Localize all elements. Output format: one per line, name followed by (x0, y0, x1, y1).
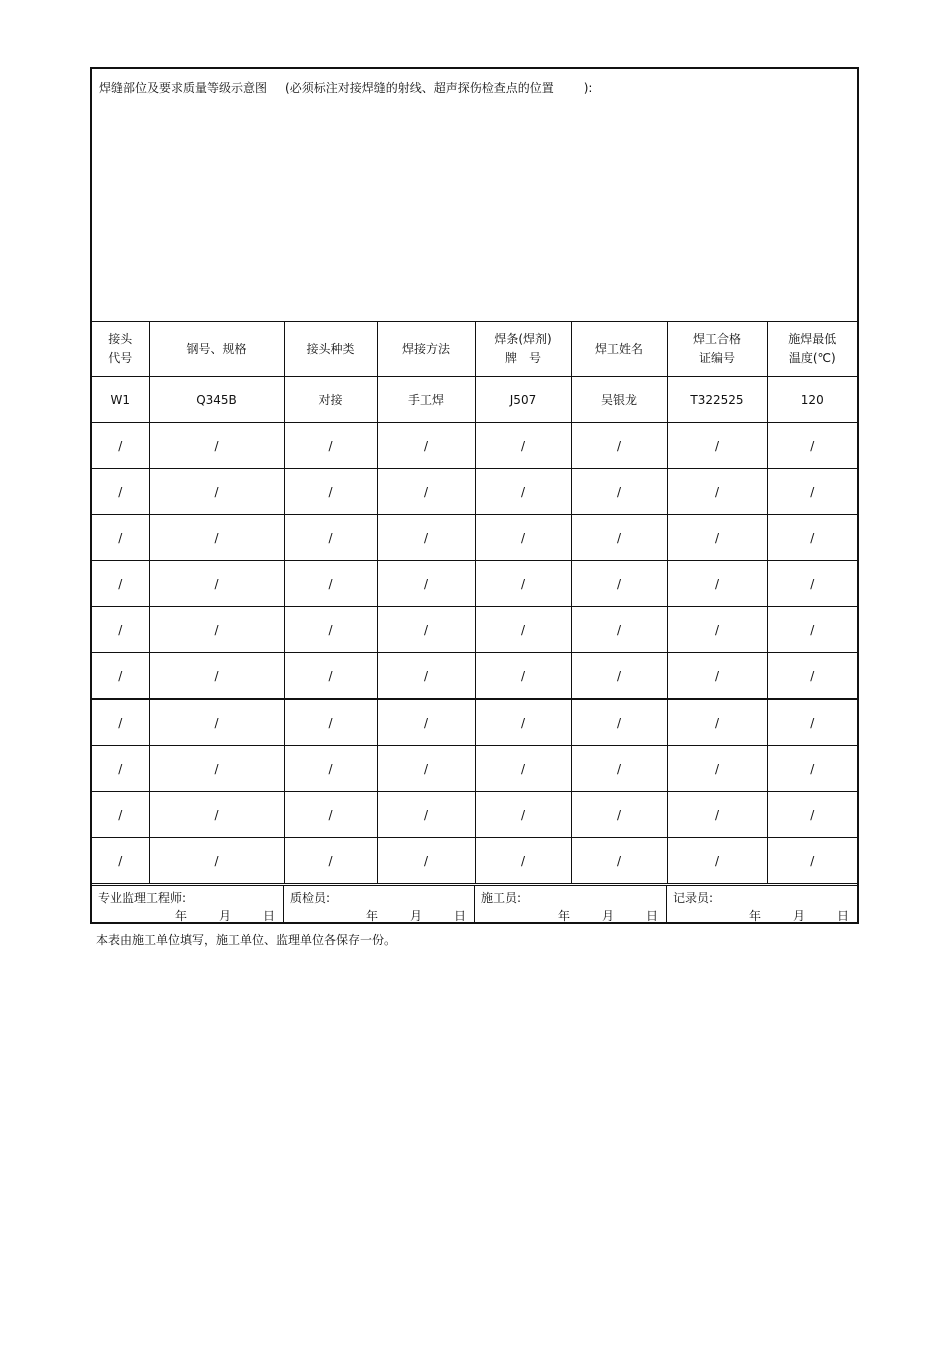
signature-cell (284, 886, 475, 923)
signature-label: 专业监理工程师: (98, 891, 187, 905)
table-cell: / (284, 423, 377, 469)
table-cell: / (284, 469, 377, 515)
column-header-line: 焊条(焊剂) (494, 332, 552, 346)
table-cell: W1 (92, 377, 149, 423)
table-cell: / (149, 561, 284, 607)
table-row (92, 561, 857, 607)
table-cell: / (475, 792, 571, 838)
table-row (92, 515, 857, 561)
table-cell: / (475, 469, 571, 515)
table-cell: 手工焊 (377, 377, 475, 423)
table-cell: / (571, 423, 667, 469)
table-cell: / (571, 838, 667, 884)
table-cell: / (149, 607, 284, 653)
table-cell: / (92, 607, 149, 653)
table-cell: / (767, 746, 857, 792)
column-header (475, 322, 571, 377)
table-cell: 120 (767, 377, 857, 423)
date-month-label: 月 (409, 909, 422, 923)
table-cell: / (667, 423, 767, 469)
table-cell: / (284, 699, 377, 746)
table-cell: / (284, 607, 377, 653)
table-row (92, 838, 857, 884)
table-cell: / (667, 653, 767, 700)
table-cell: / (377, 699, 475, 746)
date-month-label: 月 (601, 909, 614, 923)
table-cell: / (92, 561, 149, 607)
table-cell: / (667, 607, 767, 653)
table-cell: / (284, 515, 377, 561)
table-cell: / (767, 469, 857, 515)
table-cell: Q345B (149, 377, 284, 423)
table-cell: J507 (475, 377, 571, 423)
table-cell: / (571, 607, 667, 653)
sketch-title-main: 焊缝部位及要求质量等级示意图 (99, 81, 268, 95)
table-cell: / (149, 746, 284, 792)
table-cell: / (475, 423, 571, 469)
table-cell: / (377, 423, 475, 469)
table-cell: / (92, 699, 149, 746)
table-row (92, 653, 857, 700)
table-row (92, 469, 857, 515)
table-cell: / (475, 607, 571, 653)
table-cell: / (475, 746, 571, 792)
table-cell: / (284, 653, 377, 700)
table-cell: / (571, 469, 667, 515)
table-cell: / (767, 561, 857, 607)
table-cell: / (767, 515, 857, 561)
column-header-line: 钢号、规格 (186, 341, 247, 356)
table-cell: / (571, 515, 667, 561)
table-cell: / (667, 515, 767, 561)
table-cell: / (377, 746, 475, 792)
table-cell: / (667, 699, 767, 746)
date-year-label: 年 (748, 909, 761, 923)
signature-cell (475, 886, 667, 923)
date-month-label: 月 (792, 909, 805, 923)
table-cell: / (92, 423, 149, 469)
table-cell: / (92, 792, 149, 838)
column-header (377, 322, 475, 377)
table-cell: / (571, 792, 667, 838)
column-header-line: 代号 (108, 351, 133, 365)
table-cell: / (92, 746, 149, 792)
table-cell: / (284, 561, 377, 607)
column-header-line: 焊接方法 (401, 341, 450, 356)
table-cell: / (377, 515, 475, 561)
sketch-title (99, 79, 592, 96)
table-cell: / (767, 653, 857, 700)
table-cell: / (149, 423, 284, 469)
signature-date (717, 907, 849, 924)
table-row (92, 792, 857, 838)
column-header-line: 焊工姓名 (594, 341, 643, 356)
column-header-line: 接头种类 (306, 341, 355, 356)
weld-sketch-area (92, 69, 857, 322)
signature-label: 记录员: (673, 891, 714, 905)
signature-date (526, 907, 658, 924)
date-day-label: 日 (645, 909, 658, 923)
table-cell: / (767, 699, 857, 746)
table-cell: / (667, 838, 767, 884)
signature-label: 施工员: (481, 891, 522, 905)
table-row (92, 746, 857, 792)
column-header-line: 温度(℃) (788, 351, 836, 365)
column-header-line: 施焊最低 (788, 332, 837, 346)
column-header (767, 322, 857, 377)
column-header (149, 322, 284, 377)
signature-cell (92, 886, 284, 923)
table-cell: / (571, 561, 667, 607)
column-header-line: 接头 (108, 332, 133, 346)
column-header (92, 322, 149, 377)
date-year-label: 年 (365, 909, 378, 923)
table-cell: / (571, 699, 667, 746)
weld-record-form (90, 67, 859, 924)
table-cell: / (475, 561, 571, 607)
column-header (667, 322, 767, 377)
table-cell: / (92, 653, 149, 700)
table-cell: / (475, 838, 571, 884)
table-cell: 吴银龙 (571, 377, 667, 423)
table-cell: / (667, 746, 767, 792)
signature-row (92, 885, 857, 922)
table-cell: 对接 (284, 377, 377, 423)
table-cell: / (667, 561, 767, 607)
table-cell: / (149, 469, 284, 515)
date-day-label: 日 (262, 909, 275, 923)
date-year-label: 年 (174, 909, 187, 923)
table-cell: / (149, 838, 284, 884)
table-cell: / (571, 653, 667, 700)
table-cell: / (92, 469, 149, 515)
table-cell: / (284, 838, 377, 884)
table-cell: / (667, 469, 767, 515)
column-header (571, 322, 667, 377)
signature-label: 质检员: (290, 891, 331, 905)
table-cell: / (377, 469, 475, 515)
table-cell: / (284, 792, 377, 838)
date-year-label: 年 (557, 909, 570, 923)
table-cell: / (377, 607, 475, 653)
table-cell: / (475, 515, 571, 561)
table-cell: / (377, 561, 475, 607)
sketch-title-end: ): (583, 81, 593, 95)
table-cell: / (767, 792, 857, 838)
table-cell: / (767, 838, 857, 884)
table-row (92, 423, 857, 469)
footnote: 本表由施工单位填写，施工单位、监理单位各保存一份。 (96, 933, 397, 947)
sketch-title-note: (必须标注对接焊缝的射线、超声探伤检查点的位置 (285, 81, 554, 95)
column-header-line: 牌 号 (504, 351, 541, 365)
table-cell: / (149, 792, 284, 838)
signature-cell (667, 886, 857, 923)
table-cell: / (475, 699, 571, 746)
date-month-label: 月 (218, 909, 231, 923)
table-cell: / (667, 792, 767, 838)
date-day-label: 日 (836, 909, 849, 923)
weld-table (92, 322, 857, 884)
signature-date (334, 907, 466, 924)
table-cell: / (149, 699, 284, 746)
table-cell: / (767, 607, 857, 653)
table-cell: / (92, 515, 149, 561)
signature-date (143, 907, 275, 924)
column-header-line: 证编号 (698, 351, 735, 365)
table-cell: / (149, 515, 284, 561)
table-cell: / (377, 838, 475, 884)
table-header-row (92, 322, 857, 377)
table-cell: / (377, 792, 475, 838)
table-row (92, 607, 857, 653)
table-cell: / (475, 653, 571, 700)
table-cell: / (149, 653, 284, 700)
table-cell: / (284, 746, 377, 792)
table-cell: T322525 (667, 377, 767, 423)
table-row (92, 699, 857, 746)
table-cell: / (92, 838, 149, 884)
date-day-label: 日 (453, 909, 466, 923)
table-row (92, 377, 857, 423)
column-header (284, 322, 377, 377)
column-header-line: 焊工合格 (692, 332, 741, 346)
table-cell: / (377, 653, 475, 700)
table-cell: / (767, 423, 857, 469)
table-cell: / (571, 746, 667, 792)
